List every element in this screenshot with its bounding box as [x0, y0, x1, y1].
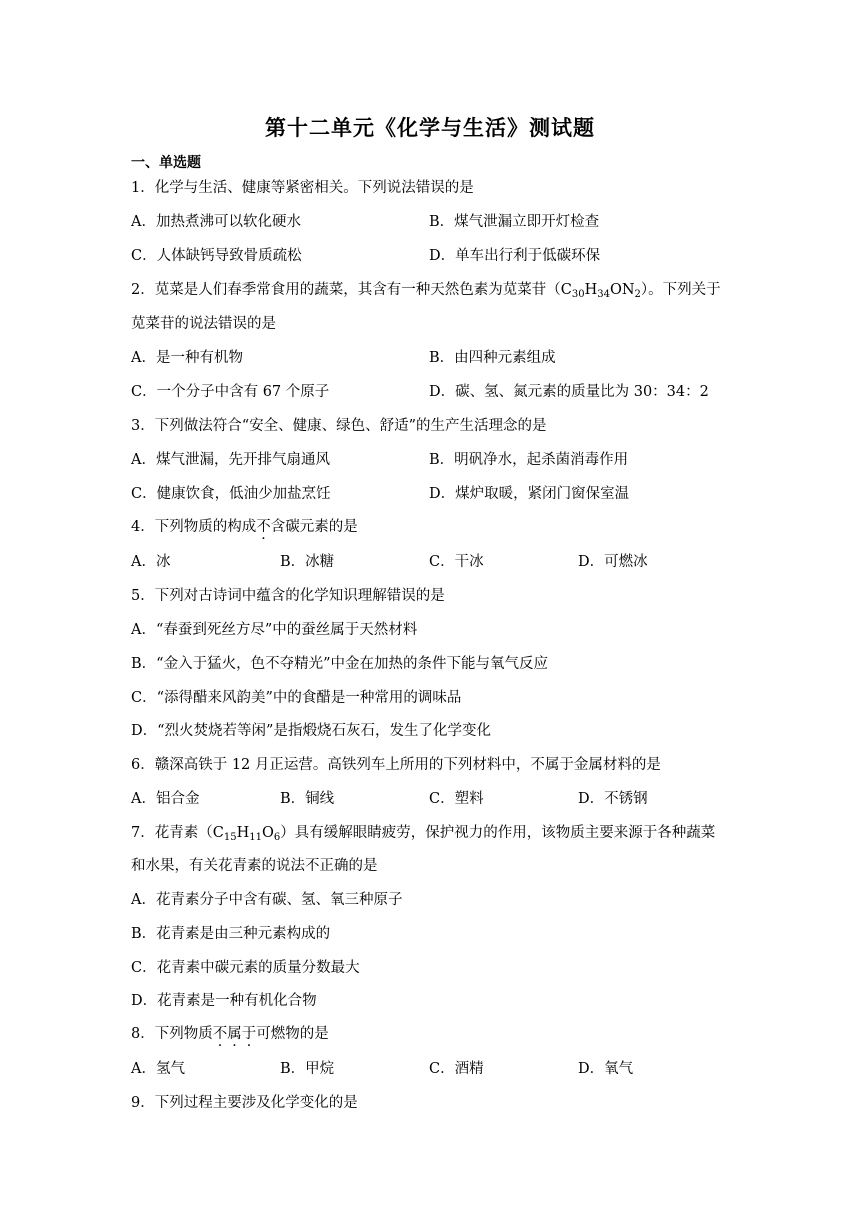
question-2-stem: 2．苋菜是人们春季常食用的蔬菜，其含有一种天然色素为苋菜苷$(C_{30}H_{34}ON_2)$。下列关于 [131, 282, 721, 300]
question-5-option-d: D．“烈火焚烧若等闲”是指煅烧石灰石，发生了化学变化 [131, 723, 491, 739]
question-4-option-b: B．冰糖 [280, 554, 335, 570]
question-5-stem: 5．下列对古诗词中蕴含的化学知识理解错误的是 [131, 588, 445, 604]
question-6-option-a: A．铝合金 [131, 791, 200, 807]
question-3-option-c: C．健康饮食，低油少加盐烹饪 [131, 486, 331, 502]
question-6-option-c: C．塑料 [429, 791, 484, 807]
emphasis-dot-char: 不 [212, 1026, 228, 1042]
emphasis-dot-char: 属 [227, 1026, 242, 1042]
question-8-option-d: D．氧气 [578, 1061, 634, 1077]
question-8-option-a: A．氢气 [131, 1061, 185, 1077]
emphasis-dot-char: 于 [241, 1026, 257, 1042]
question-4-stem: 4．下列物质的构成不含碳元素的是 [131, 519, 358, 535]
question-8-option-c: C．酒精 [429, 1061, 484, 1077]
question-3-option-b: B．明矾净水，起杀菌消毒作用 [429, 452, 629, 468]
question-5-option-a: A．“春蚕到死丝方尽”中的蚕丝属于天然材料 [131, 622, 418, 638]
question-6-stem: 6．赣深高铁于 12 月正运营。高铁列车上所用的下列材料中，不属于金属材料的是 [131, 757, 661, 773]
question-1-option-a: A．加热煮沸可以软化硬水 [131, 214, 301, 230]
emphasis-dot-char: 不 [256, 519, 271, 535]
question-7-option-d: D．花青素是一种有机化合物 [131, 993, 317, 1009]
section-heading: 一、单选题 [131, 155, 201, 171]
question-1-stem: 1．化学与生活、健康等紧密相关。下列说法错误的是 [131, 180, 474, 196]
question-7-option-b: B．花青素是由三种元素构成的 [131, 926, 331, 942]
question-5-option-c: C．“添得醋来风韵美”中的食醋是一种常用的调味品 [131, 690, 462, 706]
question-3-option-d: D．煤炉取暖，紧闭门窗保室温 [429, 486, 630, 502]
question-2-stem-continued: 苋菜苷的说法错误的是 [131, 316, 276, 332]
question-2-option-b: B．由四种元素组成 [429, 350, 556, 366]
question-1-option-b: B．煤气泄漏立即开灯检查 [429, 214, 600, 230]
question-3-stem: 3．下列做法符合“安全、健康、绿色、舒适”的生产生活理念的是 [131, 418, 547, 434]
question-6-option-b: B．铜线 [280, 791, 335, 807]
question-8-stem: 8．下列物质不属于可燃物的是 [131, 1026, 329, 1042]
question-7-stem-continued: 和水果，有关花青素的说法不正确的是 [131, 858, 378, 874]
question-2-option-a: A．是一种有机物 [131, 350, 243, 366]
question-7-stem: 7．花青素$(C_{15}H_{11}O_6)$具有缓解眼睛疲劳，保护视力的作用，该物质主要来源于各种蔬菜 [131, 825, 716, 843]
question-7-option-c: C．花青素中碳元素的质量分数最大 [131, 960, 360, 976]
question-4-option-a: A．冰 [131, 554, 171, 570]
question-3-option-a: A．煤气泄漏，先开排气扇通风 [131, 452, 330, 468]
question-8-option-b: B．甲烷 [280, 1061, 335, 1077]
question-1-option-d: D．单车出行利于低碳环保 [429, 248, 601, 264]
question-5-option-b: B．“金入于猛火，色不夺精光”中金在加热的条件下能与氧气反应 [131, 656, 548, 672]
question-4-option-d: D．可燃冰 [578, 554, 648, 570]
question-2-option-d: D．碳、氢、氮元素的质量比为 30：34：2 [429, 384, 709, 400]
page-title: 第十二单元《化学与生活》测试题 [265, 115, 595, 140]
question-1-option-c: C．人体缺钙导致骨质疏松 [131, 248, 302, 264]
question-4-option-c: C．干冰 [429, 554, 484, 570]
question-7-option-a: A．花青素分子中含有碳、氢、氧三种原子 [131, 892, 403, 908]
question-6-option-d: D．不锈钢 [578, 791, 648, 807]
question-2-option-c: C．一个分子中含有 67 个原子 [131, 384, 330, 400]
question-9-stem: 9．下列过程主要涉及化学变化的是 [131, 1095, 358, 1111]
